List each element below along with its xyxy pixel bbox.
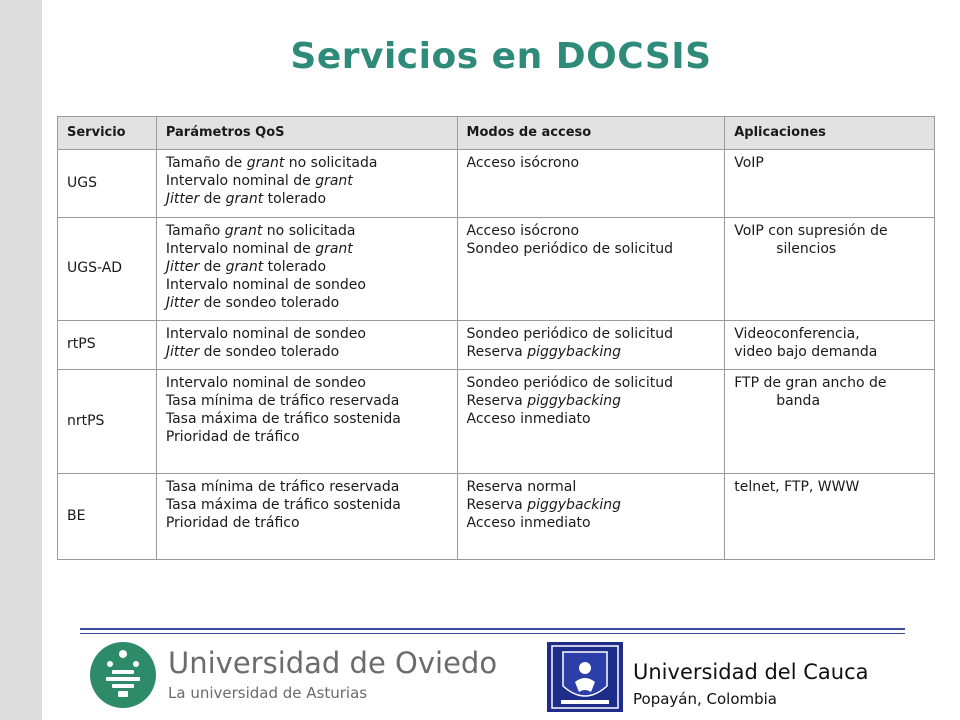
parametro-line: Tasa máxima de tráfico sostenida	[165, 497, 401, 513]
parametro-line: Jitter de grant tolerado	[165, 259, 327, 275]
modo-line: Reserva piggybacking	[466, 497, 621, 513]
oviedo-branding	[88, 638, 498, 710]
cell-parametros	[156, 474, 457, 560]
aplicacion-line: Videoconferencia,	[734, 326, 860, 342]
cell-parametros	[156, 218, 457, 321]
modo-line: Reserva piggybacking	[466, 344, 621, 360]
cell-modos	[457, 474, 725, 560]
cauca-subtitle: Popayán, Colombia	[633, 690, 778, 708]
table-row	[58, 370, 935, 474]
cell-aplicaciones	[725, 150, 935, 218]
cell-aplicaciones	[725, 321, 935, 370]
oviedo-logo-icon	[88, 640, 158, 710]
aplicacion-line: VoIP	[734, 155, 764, 171]
table-row	[58, 150, 935, 218]
aplicacion-line: video bajo demanda	[734, 344, 878, 360]
parametro-line: Jitter de grant tolerado	[165, 191, 327, 207]
modo-line: Sondeo periódico de solicitud	[466, 375, 673, 391]
parametro-line: Intervalo nominal de sondeo	[165, 326, 366, 342]
parametro-line: Intervalo nominal de grant	[165, 241, 353, 257]
table-row	[58, 218, 935, 321]
aplicacion-line: banda	[776, 393, 821, 409]
left-side-bar	[0, 0, 42, 720]
header-modos-de-acceso: Modos de acceso	[457, 117, 725, 150]
cell-servicio: rtPS	[58, 321, 157, 370]
footer-divider	[80, 633, 905, 634]
parametro-line: Intervalo nominal de sondeo	[165, 277, 366, 293]
slide-title: Servicios en DOCSIS	[290, 36, 712, 77]
modo-line: Acceso isócrono	[466, 155, 580, 171]
cell-servicio: UGS	[58, 150, 157, 218]
cauca-seal-icon	[547, 642, 623, 712]
cell-parametros	[156, 370, 457, 474]
cell-modos	[457, 218, 725, 321]
header-aplicaciones: Aplicaciones	[725, 117, 935, 150]
cell-aplicaciones	[725, 474, 935, 560]
parametro-line: Tamaño de grant no solicitada	[165, 155, 378, 171]
modo-line: Reserva piggybacking	[466, 393, 621, 409]
aplicacion-line: FTP de gran ancho de	[734, 375, 887, 391]
modo-line: Reserva normal	[466, 479, 577, 495]
cell-servicio: nrtPS	[58, 370, 157, 474]
parametro-line: Prioridad de tráfico	[165, 429, 300, 445]
parametro-line: Jitter de sondeo tolerado	[165, 295, 340, 311]
cell-modos	[457, 370, 725, 474]
modo-line: Acceso inmediato	[466, 515, 591, 531]
parametro-line: Tasa mínima de tráfico reservada	[165, 393, 400, 409]
parametro-line: Intervalo nominal de sondeo	[165, 375, 366, 391]
oviedo-name: Universidad de Oviedo	[168, 646, 498, 680]
aplicacion-line: telnet, FTP, WWW	[734, 479, 860, 495]
cell-servicio: UGS-AD	[58, 218, 157, 321]
parametro-line: Tasa máxima de tráfico sostenida	[165, 411, 401, 427]
services-table	[57, 116, 935, 560]
parametro-line: Intervalo nominal de grant	[165, 173, 353, 189]
modo-line: Sondeo periódico de solicitud	[466, 326, 673, 342]
oviedo-subtitle: La universidad de Asturias	[168, 684, 368, 702]
aplicacion-line: silencios	[776, 241, 837, 257]
table-header-row	[58, 117, 935, 150]
cell-modos	[457, 321, 725, 370]
parametro-line: Tasa mínima de tráfico reservada	[165, 479, 400, 495]
cell-modos	[457, 150, 725, 218]
modo-line: Acceso isócrono	[466, 223, 580, 239]
table-row	[58, 321, 935, 370]
aplicacion-line: VoIP con supresión de	[734, 223, 888, 239]
cell-aplicaciones	[725, 218, 935, 321]
cauca-name: Universidad del Cauca	[633, 660, 869, 684]
cell-parametros	[156, 321, 457, 370]
parametro-line: Tamaño grant no solicitada	[165, 223, 356, 239]
header-parametros-qos: Parámetros QoS	[156, 117, 457, 150]
footer-divider	[80, 628, 905, 630]
table-row	[58, 474, 935, 560]
cell-aplicaciones	[725, 370, 935, 474]
cell-parametros	[156, 150, 457, 218]
parametro-line: Jitter de sondeo tolerado	[165, 344, 340, 360]
cell-servicio: BE	[58, 474, 157, 560]
parametro-line: Prioridad de tráfico	[165, 515, 300, 531]
modo-line: Sondeo periódico de solicitud	[466, 241, 673, 257]
modo-line: Acceso inmediato	[466, 411, 591, 427]
header-servicio: Servicio	[58, 117, 157, 150]
